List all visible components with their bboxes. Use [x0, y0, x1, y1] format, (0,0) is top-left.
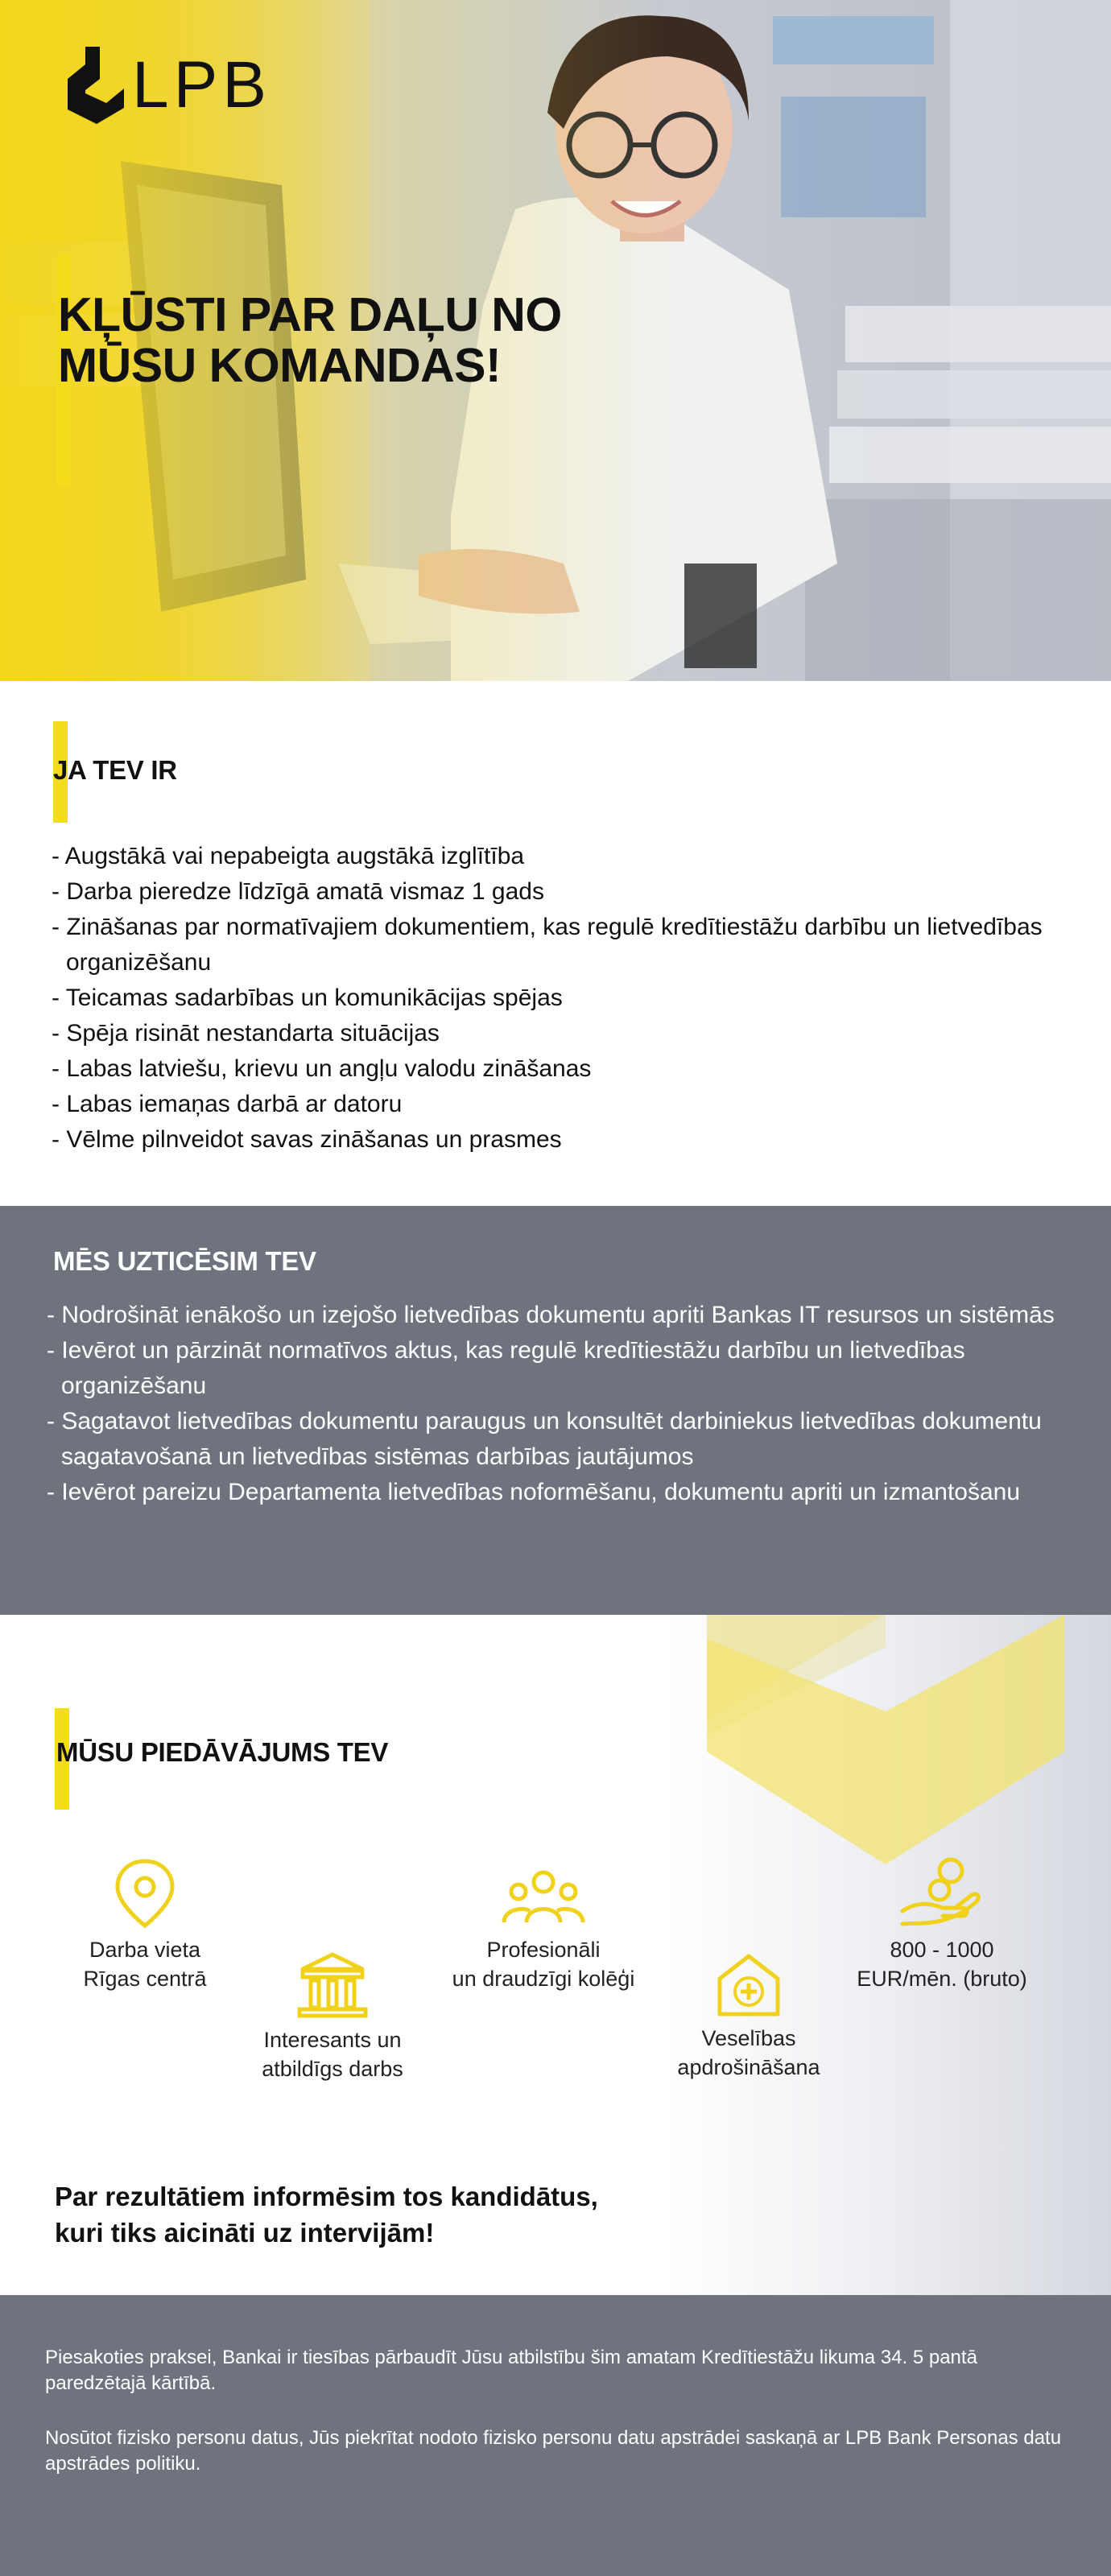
location-pin-icon	[113, 1858, 177, 1929]
footer-legal	[0, 2295, 1111, 2576]
benefit-work-line-1: Interesants un	[263, 2028, 402, 2052]
list-item: - Ievērot pareizu Departamenta lietvedības noformēšanu, dokumentu apriti un izmantošanu	[47, 1475, 1085, 1510]
list-item: - Sagatavot lietvedības dokumentu paraugus un konsultēt darbiniekus lietvedības dokumentu sagatavošanā un lietvedības sistēmas darbības jautājumos	[47, 1404, 1085, 1475]
benefit-team-line-2: un draudzīgi kolēģi	[452, 1967, 635, 1991]
list-item: - Ievērot un pārzināt normatīvos aktus, kas regulē kredītiestāžu darbību un lietvedības organizēšanu	[47, 1333, 1085, 1404]
list-item: - Zināšanas par normatīvajiem dokumentiem, kas regulē kredītiestāžu darbību un lietvedības organizēšanu	[52, 910, 1050, 980]
closing-note-line-1: Par rezultātiem informēsim tos kandidātus,	[55, 2182, 598, 2211]
list-item: - Vēlme pilnveidot savas zināšanas un prasmes	[52, 1122, 1050, 1158]
requirements-list	[52, 839, 1050, 1158]
benefit-health	[652, 1951, 845, 2082]
health-house-icon	[715, 1951, 783, 2017]
list-item: - Teicamas sadarbības un komunikācijas spējas	[52, 980, 1050, 1016]
benefit-salary-line-2: EUR/mēn. (bruto)	[857, 1967, 1027, 1991]
list-item: - Labas iemaņas darbā ar datoru	[52, 1087, 1050, 1122]
benefit-location	[64, 1858, 225, 1993]
list-item: - Darba pieredze līdzīgā amatā vismaz 1 gads	[52, 874, 1050, 910]
bank-building-icon	[296, 1950, 369, 2019]
footer-paragraph-1: Piesakoties praksei, Bankai ir tiesības pārbaudīt Jūsu atbilstību šim amatam Kredītiestāžu likuma 34. 5 pantā paredzētajā kārtībā.	[45, 2347, 977, 2394]
list-item: - Spēja risināt nestandarta situācijas	[52, 1016, 1050, 1051]
logo-text: LPB	[132, 48, 271, 122]
lpb-logo-mark-icon	[68, 47, 124, 124]
requirements-section	[0, 681, 1111, 1206]
lpb-logo[interactable]	[68, 47, 271, 124]
requirements-heading: JA TEV IR	[53, 755, 177, 785]
list-item: - Labas latviešu, krievu un angļu valodu zināšanas	[52, 1051, 1050, 1087]
benefit-team-line-1: Profesionāli	[486, 1938, 601, 1962]
benefit-location-line-2: Rīgas centrā	[83, 1967, 207, 1991]
duties-heading: MĒS UZTICĒSIM TEV	[53, 1246, 316, 1276]
benefit-health-line-1: Veselības	[701, 2026, 796, 2050]
hero-title-line-2: MŪSU KOMANDAS!	[58, 338, 502, 392]
coins-hand-icon	[898, 1855, 986, 1929]
benefit-health-line-2: apdrošināšana	[677, 2055, 820, 2079]
list-item: - Augstākā vai nepabeigta augstākā izglītība	[52, 839, 1050, 874]
benefit-work-line-2: atbildīgs darbs	[262, 2057, 403, 2081]
hero-title	[58, 290, 562, 390]
offer-heading: MŪSU PIEDĀVĀJUMS TEV	[56, 1737, 389, 1767]
closing-note	[55, 2178, 598, 2251]
offer-section	[0, 1615, 1111, 2295]
list-item: - Nodrošināt ienākošo un izejošo lietvedības dokumentu apriti Bankas IT resursos un sistēmās	[47, 1298, 1085, 1333]
closing-note-line-2: kuri tiks aicināti uz intervijām!	[55, 2218, 435, 2248]
benefit-salary	[837, 1855, 1047, 1993]
duties-section	[0, 1206, 1111, 1615]
benefit-work	[240, 1950, 425, 2083]
benefit-salary-line-1: 800 - 1000	[890, 1938, 994, 1962]
duties-list	[47, 1298, 1085, 1510]
hero-banner	[0, 0, 1111, 681]
team-people-icon	[499, 1869, 588, 1929]
benefit-team	[435, 1869, 652, 1993]
benefit-location-line-1: Darba vieta	[89, 1938, 201, 1962]
hero-title-line-1: KĻŪSTI PAR DAĻU NO	[58, 288, 562, 341]
footer-paragraph-2: Nosūtot fizisko personu datus, Jūs piekrītat nodoto fizisko personu datu apstrādei saskaņā ar LPB Bank Personas datu apstrādes politiku.	[45, 2427, 1062, 2475]
